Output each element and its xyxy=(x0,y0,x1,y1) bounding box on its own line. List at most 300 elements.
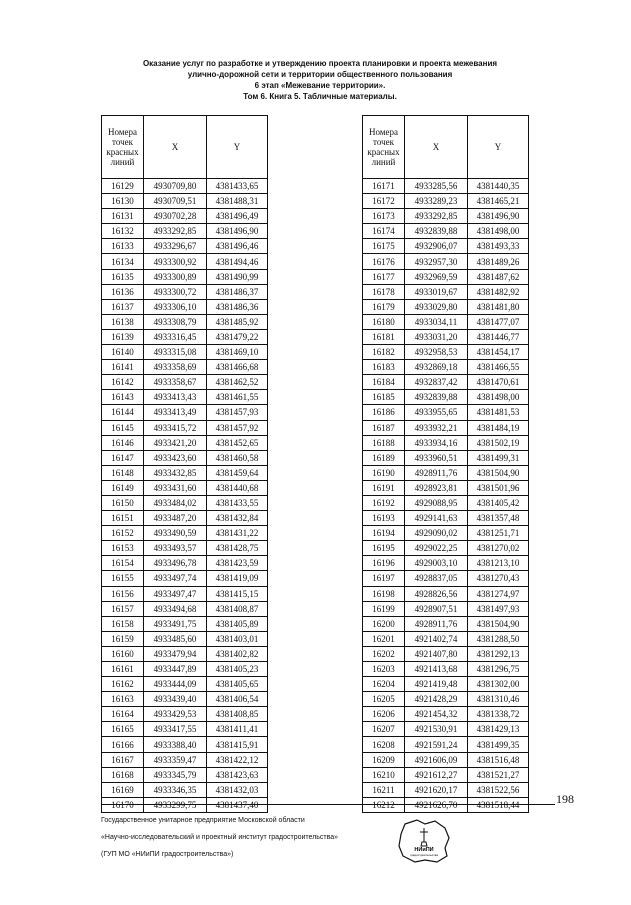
y-coordinate-cell: 4381470,61 xyxy=(468,375,529,390)
x-coordinate-cell: 4921413,68 xyxy=(405,662,468,677)
table-row xyxy=(363,299,529,314)
x-coordinate-cell: 4933346,35 xyxy=(144,782,207,797)
column-header-x: X xyxy=(144,116,207,179)
table-row xyxy=(102,541,268,556)
table-row xyxy=(363,254,529,269)
table-row xyxy=(102,435,268,450)
point-number-cell: 16164 xyxy=(102,707,144,722)
y-coordinate-cell: 4381405,23 xyxy=(207,662,268,677)
y-coordinate-cell: 4381452,65 xyxy=(207,435,268,450)
y-coordinate-cell: 4381494,46 xyxy=(207,254,268,269)
point-number-cell: 16158 xyxy=(102,616,144,631)
point-number-cell: 16208 xyxy=(363,737,405,752)
point-number-cell: 16201 xyxy=(363,631,405,646)
point-number-cell: 16182 xyxy=(363,345,405,360)
table-row xyxy=(102,390,268,405)
table-row xyxy=(363,677,529,692)
y-coordinate-cell: 4381497,93 xyxy=(468,601,529,616)
y-coordinate-cell: 4381461,55 xyxy=(207,390,268,405)
x-coordinate-cell: 4933485,60 xyxy=(144,631,207,646)
point-number-cell: 16200 xyxy=(363,616,405,631)
point-number-cell: 16207 xyxy=(363,722,405,737)
point-number-cell: 16211 xyxy=(363,782,405,797)
x-coordinate-cell: 4921530,91 xyxy=(405,722,468,737)
y-coordinate-cell: 4381496,49 xyxy=(207,209,268,224)
x-coordinate-cell: 4932958,53 xyxy=(405,345,468,360)
y-coordinate-cell: 4381357,48 xyxy=(468,511,529,526)
y-coordinate-cell: 4381432,03 xyxy=(207,782,268,797)
table-row xyxy=(102,511,268,526)
point-number-cell: 16198 xyxy=(363,586,405,601)
x-coordinate-cell: 4933497,74 xyxy=(144,571,207,586)
y-coordinate-cell: 4381469,10 xyxy=(207,345,268,360)
y-coordinate-cell: 4381522,56 xyxy=(468,782,529,797)
point-number-cell: 16199 xyxy=(363,601,405,616)
y-coordinate-cell: 4381502,19 xyxy=(468,435,529,450)
table-row xyxy=(363,586,529,601)
footer-line: «Научно-исследовательский и проектный институт градостроительства» xyxy=(101,834,339,841)
table-row xyxy=(363,601,529,616)
table-row xyxy=(102,495,268,510)
table-row xyxy=(102,586,268,601)
table-row xyxy=(363,360,529,375)
y-coordinate-cell: 4381270,43 xyxy=(468,571,529,586)
point-number-cell: 16134 xyxy=(102,254,144,269)
y-coordinate-cell: 4381428,75 xyxy=(207,541,268,556)
table-row xyxy=(102,329,268,344)
table-row xyxy=(102,405,268,420)
table-row xyxy=(102,526,268,541)
point-number-cell: 16202 xyxy=(363,646,405,661)
header-line: Том 6. Книга 5. Табличные материалы. xyxy=(243,92,397,101)
point-number-cell: 16140 xyxy=(102,345,144,360)
table-row xyxy=(102,420,268,435)
point-number-cell: 16168 xyxy=(102,767,144,782)
table-row xyxy=(102,465,268,480)
x-coordinate-cell: 4932837,42 xyxy=(405,375,468,390)
x-coordinate-cell: 4932869,18 xyxy=(405,360,468,375)
x-coordinate-cell: 4932906,07 xyxy=(405,239,468,254)
table-row xyxy=(363,345,529,360)
point-number-cell: 16145 xyxy=(102,420,144,435)
y-coordinate-cell: 4381481,53 xyxy=(468,405,529,420)
table-row xyxy=(102,375,268,390)
table-row xyxy=(363,179,529,194)
x-coordinate-cell: 4929090,02 xyxy=(405,526,468,541)
y-coordinate-cell: 4381405,42 xyxy=(468,495,529,510)
x-coordinate-cell: 4933479,94 xyxy=(144,646,207,661)
table-row xyxy=(363,224,529,239)
point-number-cell: 16170 xyxy=(102,797,144,812)
table-row xyxy=(363,571,529,586)
table-row xyxy=(363,390,529,405)
point-number-cell: 16195 xyxy=(363,541,405,556)
y-coordinate-cell: 4381486,37 xyxy=(207,284,268,299)
point-number-cell: 16166 xyxy=(102,737,144,752)
table-row xyxy=(102,345,268,360)
x-coordinate-cell: 4933934,16 xyxy=(405,435,468,450)
table-row xyxy=(363,480,529,495)
y-coordinate-cell: 4381496,90 xyxy=(468,209,529,224)
table-row xyxy=(102,616,268,631)
y-coordinate-cell: 4381213,10 xyxy=(468,556,529,571)
y-coordinate-cell: 4381459,64 xyxy=(207,465,268,480)
table-body-right xyxy=(363,179,529,813)
point-number-cell: 16130 xyxy=(102,194,144,209)
table-row xyxy=(363,707,529,722)
coordinates-table-left xyxy=(101,115,268,813)
point-number-cell: 16147 xyxy=(102,450,144,465)
x-coordinate-cell: 4930709,80 xyxy=(144,179,207,194)
x-coordinate-cell: 4933421,20 xyxy=(144,435,207,450)
x-coordinate-cell: 4930702,28 xyxy=(144,209,207,224)
point-number-cell: 16188 xyxy=(363,435,405,450)
table-row xyxy=(363,269,529,284)
x-coordinate-cell: 4932839,88 xyxy=(405,390,468,405)
table-row xyxy=(363,737,529,752)
x-coordinate-cell: 4921419,48 xyxy=(405,677,468,692)
x-coordinate-cell: 4933388,40 xyxy=(144,737,207,752)
y-coordinate-cell: 4381415,15 xyxy=(207,586,268,601)
y-coordinate-cell: 4381423,63 xyxy=(207,767,268,782)
y-coordinate-cell: 4381429,13 xyxy=(468,722,529,737)
document-footer xyxy=(101,812,401,863)
table-row xyxy=(363,752,529,767)
y-coordinate-cell: 4381486,36 xyxy=(207,299,268,314)
point-number-cell: 16143 xyxy=(102,390,144,405)
x-coordinate-cell: 4933432,85 xyxy=(144,465,207,480)
y-coordinate-cell: 4381405,65 xyxy=(207,677,268,692)
point-number-cell: 16159 xyxy=(102,631,144,646)
point-number-cell: 16210 xyxy=(363,767,405,782)
table-row xyxy=(102,360,268,375)
logo-lettering-small: градостроительства xyxy=(409,853,439,857)
x-coordinate-cell: 4933417,55 xyxy=(144,722,207,737)
point-number-cell: 16135 xyxy=(102,269,144,284)
y-coordinate-cell: 4381504,90 xyxy=(468,616,529,631)
x-coordinate-cell: 4933034,11 xyxy=(405,314,468,329)
table-row xyxy=(102,571,268,586)
coordinates-table-right xyxy=(362,115,529,813)
y-coordinate-cell: 4381403,01 xyxy=(207,631,268,646)
x-coordinate-cell: 4928923,81 xyxy=(405,480,468,495)
x-coordinate-cell: 4933490,59 xyxy=(144,526,207,541)
x-coordinate-cell: 4921591,24 xyxy=(405,737,468,752)
y-coordinate-cell: 4381408,85 xyxy=(207,707,268,722)
point-number-cell: 16163 xyxy=(102,692,144,707)
y-coordinate-cell: 4381422,12 xyxy=(207,752,268,767)
table-row xyxy=(102,299,268,314)
y-coordinate-cell: 4381406,54 xyxy=(207,692,268,707)
point-number-cell: 16142 xyxy=(102,375,144,390)
point-number-cell: 16139 xyxy=(102,329,144,344)
table-row xyxy=(363,646,529,661)
y-coordinate-cell: 4381440,35 xyxy=(468,179,529,194)
header-line: улично-дорожной сети и территории общественного пользования xyxy=(187,70,453,79)
table-row xyxy=(363,631,529,646)
x-coordinate-cell: 4933487,20 xyxy=(144,511,207,526)
y-coordinate-cell: 4381466,55 xyxy=(468,360,529,375)
x-coordinate-cell: 4933300,92 xyxy=(144,254,207,269)
y-coordinate-cell: 4381431,22 xyxy=(207,526,268,541)
table-row xyxy=(102,224,268,239)
column-header-number: Номера точек красных линий xyxy=(363,116,405,179)
y-coordinate-cell: 4381433,65 xyxy=(207,179,268,194)
header-line: Оказание услуг по разработке и утверждению проекта планировки и проекта межевания xyxy=(142,59,498,68)
y-coordinate-cell: 4381498,00 xyxy=(468,390,529,405)
x-coordinate-cell: 4933932,21 xyxy=(405,420,468,435)
y-coordinate-cell: 4381296,75 xyxy=(468,662,529,677)
x-coordinate-cell: 4933315,08 xyxy=(144,345,207,360)
point-number-cell: 16148 xyxy=(102,465,144,480)
point-number-cell: 16151 xyxy=(102,511,144,526)
y-coordinate-cell: 4381499,35 xyxy=(468,737,529,752)
x-coordinate-cell: 4933491,75 xyxy=(144,616,207,631)
x-coordinate-cell: 4933444,09 xyxy=(144,677,207,692)
column-header-x: X xyxy=(405,116,468,179)
table-row xyxy=(363,465,529,480)
column-header-y: Y xyxy=(207,116,268,179)
point-number-cell: 16181 xyxy=(363,329,405,344)
x-coordinate-cell: 4933029,80 xyxy=(405,299,468,314)
logo-lettering: НИиПИ xyxy=(414,847,434,853)
table-row xyxy=(363,495,529,510)
point-number-cell: 16161 xyxy=(102,662,144,677)
point-number-cell: 16152 xyxy=(102,526,144,541)
x-coordinate-cell: 4930709,51 xyxy=(144,194,207,209)
x-coordinate-cell: 4933299,75 xyxy=(144,797,207,812)
point-number-cell: 16209 xyxy=(363,752,405,767)
x-coordinate-cell: 4933308,79 xyxy=(144,314,207,329)
x-coordinate-cell: 4929003,10 xyxy=(405,556,468,571)
y-coordinate-cell: 4381432,84 xyxy=(207,511,268,526)
x-coordinate-cell: 4928907,51 xyxy=(405,601,468,616)
y-coordinate-cell: 4381437,40 xyxy=(207,797,268,812)
table-row xyxy=(102,284,268,299)
point-number-cell: 16171 xyxy=(363,179,405,194)
y-coordinate-cell: 4381516,48 xyxy=(468,752,529,767)
x-coordinate-cell: 4933031,20 xyxy=(405,329,468,344)
institute-logo-icon xyxy=(395,818,453,864)
point-number-cell: 16149 xyxy=(102,480,144,495)
table-row xyxy=(363,435,529,450)
point-number-cell: 16141 xyxy=(102,360,144,375)
x-coordinate-cell: 4933429,53 xyxy=(144,707,207,722)
y-coordinate-cell: 4381462,52 xyxy=(207,375,268,390)
page-number: 198 xyxy=(556,792,574,806)
x-coordinate-cell: 4933345,79 xyxy=(144,767,207,782)
point-number-cell: 16197 xyxy=(363,571,405,586)
y-coordinate-cell: 4381466,68 xyxy=(207,360,268,375)
table-row xyxy=(102,194,268,209)
y-coordinate-cell: 4381504,90 xyxy=(468,465,529,480)
y-coordinate-cell: 4381274,97 xyxy=(468,586,529,601)
x-coordinate-cell: 4933493,57 xyxy=(144,541,207,556)
x-coordinate-cell: 4933423,60 xyxy=(144,450,207,465)
y-coordinate-cell: 4381419,09 xyxy=(207,571,268,586)
footer-line: Государственное унитарное предприятие Московской области xyxy=(101,817,305,824)
x-coordinate-cell: 4921606,09 xyxy=(405,752,468,767)
y-coordinate-cell: 4381405,89 xyxy=(207,616,268,631)
table-row xyxy=(102,722,268,737)
table-row xyxy=(363,450,529,465)
x-coordinate-cell: 4933413,49 xyxy=(144,405,207,420)
point-number-cell: 16187 xyxy=(363,420,405,435)
table-row xyxy=(363,722,529,737)
point-number-cell: 16179 xyxy=(363,299,405,314)
point-number-cell: 16137 xyxy=(102,299,144,314)
table-row xyxy=(363,375,529,390)
point-number-cell: 16190 xyxy=(363,465,405,480)
x-coordinate-cell: 4921428,29 xyxy=(405,692,468,707)
table-row xyxy=(363,616,529,631)
table-row xyxy=(102,601,268,616)
point-number-cell: 16136 xyxy=(102,284,144,299)
table-row xyxy=(363,420,529,435)
point-number-cell: 16157 xyxy=(102,601,144,616)
y-coordinate-cell: 4381292,13 xyxy=(468,646,529,661)
point-number-cell: 16177 xyxy=(363,269,405,284)
y-coordinate-cell: 4381408,87 xyxy=(207,601,268,616)
table-row xyxy=(102,556,268,571)
point-number-cell: 16176 xyxy=(363,254,405,269)
x-coordinate-cell: 4921407,80 xyxy=(405,646,468,661)
table-row xyxy=(363,767,529,782)
table-row xyxy=(102,631,268,646)
point-number-cell: 16175 xyxy=(363,239,405,254)
table-row xyxy=(363,314,529,329)
y-coordinate-cell: 4381485,92 xyxy=(207,314,268,329)
y-coordinate-cell: 4381446,77 xyxy=(468,329,529,344)
y-coordinate-cell: 4381457,93 xyxy=(207,405,268,420)
table-row xyxy=(363,284,529,299)
point-number-cell: 16160 xyxy=(102,646,144,661)
y-coordinate-cell: 4381487,62 xyxy=(468,269,529,284)
x-coordinate-cell: 4921402,74 xyxy=(405,631,468,646)
table-row xyxy=(102,209,268,224)
y-coordinate-cell: 4381433,55 xyxy=(207,495,268,510)
point-number-cell: 16196 xyxy=(363,556,405,571)
x-coordinate-cell: 4929141,63 xyxy=(405,511,468,526)
table-row xyxy=(363,526,529,541)
y-coordinate-cell: 4381465,21 xyxy=(468,194,529,209)
point-number-cell: 16129 xyxy=(102,179,144,194)
x-coordinate-cell: 4933316,45 xyxy=(144,329,207,344)
point-number-cell: 16189 xyxy=(363,450,405,465)
table-row xyxy=(102,662,268,677)
x-coordinate-cell: 4933960,51 xyxy=(405,450,468,465)
point-number-cell: 16180 xyxy=(363,314,405,329)
y-coordinate-cell: 4381310,46 xyxy=(468,692,529,707)
point-number-cell: 16174 xyxy=(363,224,405,239)
x-coordinate-cell: 4921626,70 xyxy=(405,797,468,812)
table-row xyxy=(102,767,268,782)
table-row xyxy=(102,737,268,752)
y-coordinate-cell: 4381302,00 xyxy=(468,677,529,692)
x-coordinate-cell: 4933447,89 xyxy=(144,662,207,677)
point-number-cell: 16205 xyxy=(363,692,405,707)
x-coordinate-cell: 4921620,17 xyxy=(405,782,468,797)
table-row xyxy=(363,239,529,254)
point-number-cell: 16186 xyxy=(363,405,405,420)
y-coordinate-cell: 4381493,33 xyxy=(468,239,529,254)
point-number-cell: 16172 xyxy=(363,194,405,209)
point-number-cell: 16185 xyxy=(363,390,405,405)
y-coordinate-cell: 4381518,44 xyxy=(468,797,529,812)
table-row xyxy=(102,752,268,767)
point-number-cell: 16154 xyxy=(102,556,144,571)
x-coordinate-cell: 4921454,32 xyxy=(405,707,468,722)
y-coordinate-cell: 4381498,00 xyxy=(468,224,529,239)
x-coordinate-cell: 4932839,88 xyxy=(405,224,468,239)
table-row xyxy=(363,541,529,556)
table-row xyxy=(102,782,268,797)
point-number-cell: 16204 xyxy=(363,677,405,692)
table-row xyxy=(363,511,529,526)
x-coordinate-cell: 4928837,05 xyxy=(405,571,468,586)
y-coordinate-cell: 4381440,68 xyxy=(207,480,268,495)
point-number-cell: 16133 xyxy=(102,239,144,254)
table-row xyxy=(102,692,268,707)
y-coordinate-cell: 4381423,59 xyxy=(207,556,268,571)
y-coordinate-cell: 4381499,31 xyxy=(468,450,529,465)
header-line: 6 этап «Межевание территории». xyxy=(254,81,386,90)
point-number-cell: 16173 xyxy=(363,209,405,224)
point-number-cell: 16194 xyxy=(363,526,405,541)
table-row xyxy=(363,692,529,707)
table-row xyxy=(102,314,268,329)
x-coordinate-cell: 4933497,47 xyxy=(144,586,207,601)
x-coordinate-cell: 4928911,76 xyxy=(405,616,468,631)
x-coordinate-cell: 4928911,76 xyxy=(405,465,468,480)
y-coordinate-cell: 4381457,92 xyxy=(207,420,268,435)
x-coordinate-cell: 4933439,40 xyxy=(144,692,207,707)
point-number-cell: 16156 xyxy=(102,586,144,601)
x-coordinate-cell: 4933413,43 xyxy=(144,390,207,405)
table-body-left xyxy=(102,179,268,813)
y-coordinate-cell: 4381488,31 xyxy=(207,194,268,209)
table-row xyxy=(102,269,268,284)
x-coordinate-cell: 4932957,30 xyxy=(405,254,468,269)
column-header-number: Номера точек красных линий xyxy=(102,116,144,179)
point-number-cell: 16192 xyxy=(363,495,405,510)
point-number-cell: 16165 xyxy=(102,722,144,737)
table-row xyxy=(363,782,529,797)
x-coordinate-cell: 4933431,60 xyxy=(144,480,207,495)
x-coordinate-cell: 4933484,02 xyxy=(144,495,207,510)
y-coordinate-cell: 4381402,82 xyxy=(207,646,268,661)
point-number-cell: 16169 xyxy=(102,782,144,797)
point-number-cell: 16212 xyxy=(363,797,405,812)
x-coordinate-cell: 4933359,47 xyxy=(144,752,207,767)
y-coordinate-cell: 4381460,58 xyxy=(207,450,268,465)
table-row xyxy=(102,646,268,661)
point-number-cell: 16183 xyxy=(363,360,405,375)
y-coordinate-cell: 4381415,91 xyxy=(207,737,268,752)
table-row xyxy=(102,450,268,465)
table-row xyxy=(102,707,268,722)
y-coordinate-cell: 4381454,17 xyxy=(468,345,529,360)
point-number-cell: 16146 xyxy=(102,435,144,450)
table-row xyxy=(102,480,268,495)
point-number-cell: 16144 xyxy=(102,405,144,420)
table-row xyxy=(363,329,529,344)
column-header-y: Y xyxy=(468,116,529,179)
y-coordinate-cell: 4381477,07 xyxy=(468,314,529,329)
table-row xyxy=(363,405,529,420)
y-coordinate-cell: 4381251,71 xyxy=(468,526,529,541)
y-coordinate-cell: 4381489,26 xyxy=(468,254,529,269)
